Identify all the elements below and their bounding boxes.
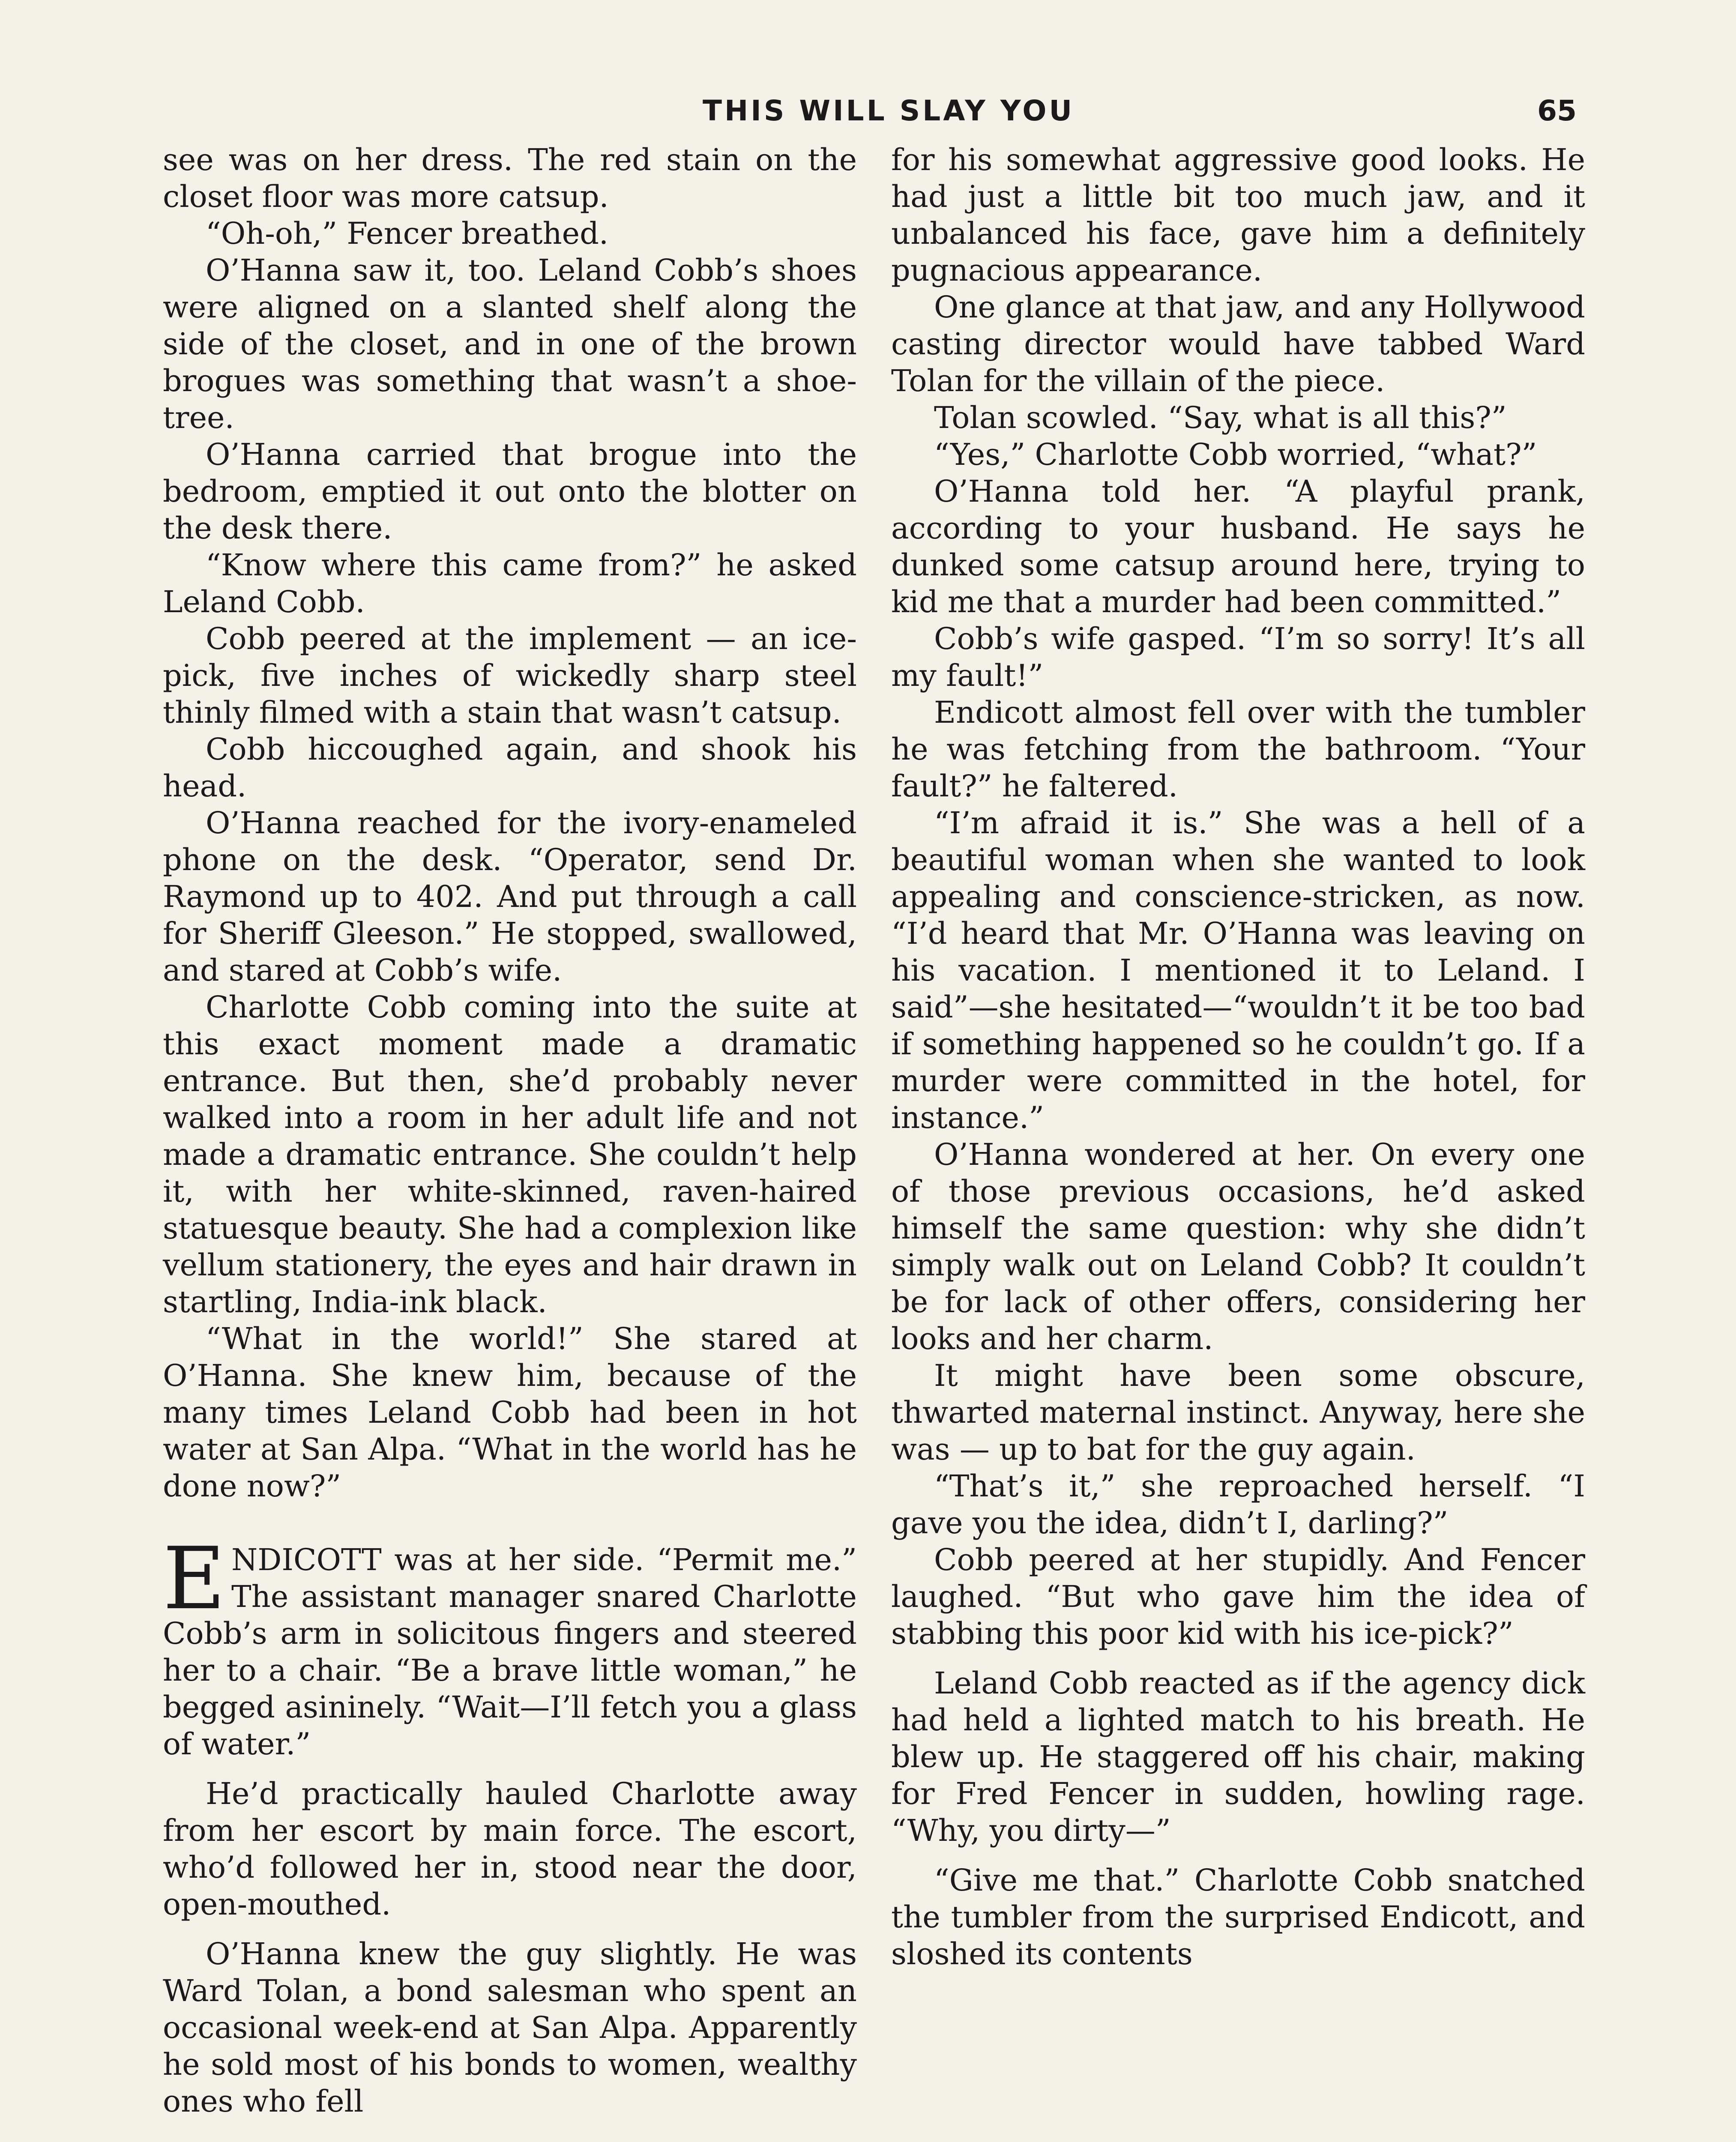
section-opening-paragraph bbox=[163, 1529, 857, 1762]
paragraph: “Know where this came from?” he asked Leland Cobb. bbox=[163, 547, 857, 619]
paragraph: O’Hanna carried that brogue into the bedroom, emptied it out onto the blotter on the desk there. bbox=[163, 437, 857, 546]
page-number: 65 bbox=[1537, 94, 1577, 127]
paragraph: O’Hanna knew the guy slightly. He was Ward Tolan, a bond salesman who spent an occasional week-end at San Alpa. Apparently he sold most of his bonds to women, wealthy ones who fell bbox=[163, 1936, 857, 2119]
paragraph: Tolan scowled. “Say, what is all this?” bbox=[934, 400, 1507, 435]
paragraph: Cobb peered at the implement — an ice-pick, five inches of wickedly sharp steel thinly filmed with a stain that wasn’t catsup. bbox=[163, 621, 857, 730]
paragraph: Leland Cobb reacted as if the agency dick had held a lighted match to his breath. He blew up. He staggered off his chair, making for Fred Fencer in sudden, howling rage. “Why, you dirty—” bbox=[891, 1666, 1585, 1848]
paragraph: O’Hanna reached for the ivory-enameled phone on the desk. “Operator, send Dr. Raymond up to 402. And put through a call for Sheriff Gleeson.” He stopped, swallowed, and stared at Cobb’s wife. bbox=[163, 805, 857, 988]
paragraph: He’d practically hauled Charlotte away from her escort by main force. The escort, who’d followed her in, stood near the door, open-mouthed. bbox=[163, 1776, 857, 1922]
dropcap-letter: E bbox=[163, 1529, 225, 1629]
paragraph: “Oh-oh,” Fencer breathed. bbox=[206, 216, 609, 251]
page-header bbox=[163, 90, 1577, 137]
paragraph: “What in the world!” She stared at O’Hanna. She knew him, because of the many times Leland Cobb had been in hot water at San Alpa. “What in the world has he done now?” bbox=[163, 1321, 857, 1504]
paragraph: Endicott almost fell over with the tumbler he was fetching from the bathroom. “Your fault?” he faltered. bbox=[891, 695, 1585, 804]
paragraph: “Give me that.” Charlotte Cobb snatched the tumbler from the surprised Endicott, and sloshed its contents bbox=[891, 1863, 1585, 1971]
right-column bbox=[891, 141, 1585, 1972]
paragraph: Charlotte Cobb coming into the suite at this exact moment made a dramatic entrance. But then, she’d probably never walked into a room in her adult life and not made a dramatic entrance. She couldn’t help it, with her white-skinned, raven-haired statuesque beauty. She had a complexion like vellum stationery, the eyes and hair drawn in startling, India-ink black. bbox=[163, 990, 857, 1319]
paragraph: Cobb hiccoughed again, and shook his head. bbox=[163, 732, 857, 804]
paragraph: One glance at that jaw, and any Hollywood casting director would have tabbed Ward Tolan for the villain of the piece. bbox=[891, 290, 1585, 398]
paragraph: Cobb peered at her stupidly. And Fencer laughed. “But who gave him the idea of stabbing this poor kid with his ice-pick?” bbox=[891, 1542, 1585, 1651]
paragraph: see was on her dress. The red stain on the closet floor was more catsup. bbox=[163, 142, 857, 214]
left-column bbox=[163, 141, 857, 2120]
running-title: THIS WILL SLAY YOU bbox=[703, 94, 1075, 127]
paragraph: O’Hanna wondered at her. On every one of those previous occasions, he’d asked himself the same question: why she didn’t simply walk out on Leland Cobb? It couldn’t be for lack of other offers, considering her looks and her charm. bbox=[891, 1137, 1585, 1356]
paragraph: “I’m afraid it is.” She was a hell of a beautiful woman when she wanted to look appealing and conscience-stricken, as now. “I’d heard that Mr. O’Hanna was leaving on his vacation. I mentioned it to Leland. I said”—she hesitated—“wouldn’t it be too bad if something happened so he couldn’t go. If a murder were committed in the hotel, for instance.” bbox=[891, 805, 1585, 1135]
paragraph: “That’s it,” she reproached herself. “I gave you the idea, didn’t I, darling?” bbox=[891, 1469, 1585, 1541]
paragraph: for his somewhat aggressive good looks. He had just a little bit too much jaw, and it unbalanced his face, gave him a definitely pugnacious appearance. bbox=[891, 142, 1585, 288]
paragraph: It might have been some obscure, thwarted maternal instinct. Anyway, here she was — up to bat for the guy again. bbox=[891, 1358, 1585, 1467]
paragraph: O’Hanna saw it, too. Leland Cobb’s shoes were aligned on a slanted shelf along the side of the closet, and in one of the brown brogues was something that wasn’t a shoe-tree. bbox=[163, 253, 857, 435]
paragraph-text: NDICOTT was at her side. “Permit me.” The assistant manager snared Charlotte Cobb’s arm in solicitous fingers and steered her to a chair. “Be a brave little woman,” he begged asininely. “Wait—I’ll fetch you a glass of water.” bbox=[163, 1542, 857, 1762]
paragraph: Cobb’s wife gasped. “I’m so sorry! It’s all my fault!” bbox=[891, 621, 1585, 693]
paragraph: “Yes,” Charlotte Cobb worried, “what?” bbox=[934, 437, 1537, 472]
paragraph: O’Hanna told her. “A playful prank, according to your husband. He says he dunked some catsup around here, trying to kid me that a murder had been committed.” bbox=[891, 474, 1585, 619]
